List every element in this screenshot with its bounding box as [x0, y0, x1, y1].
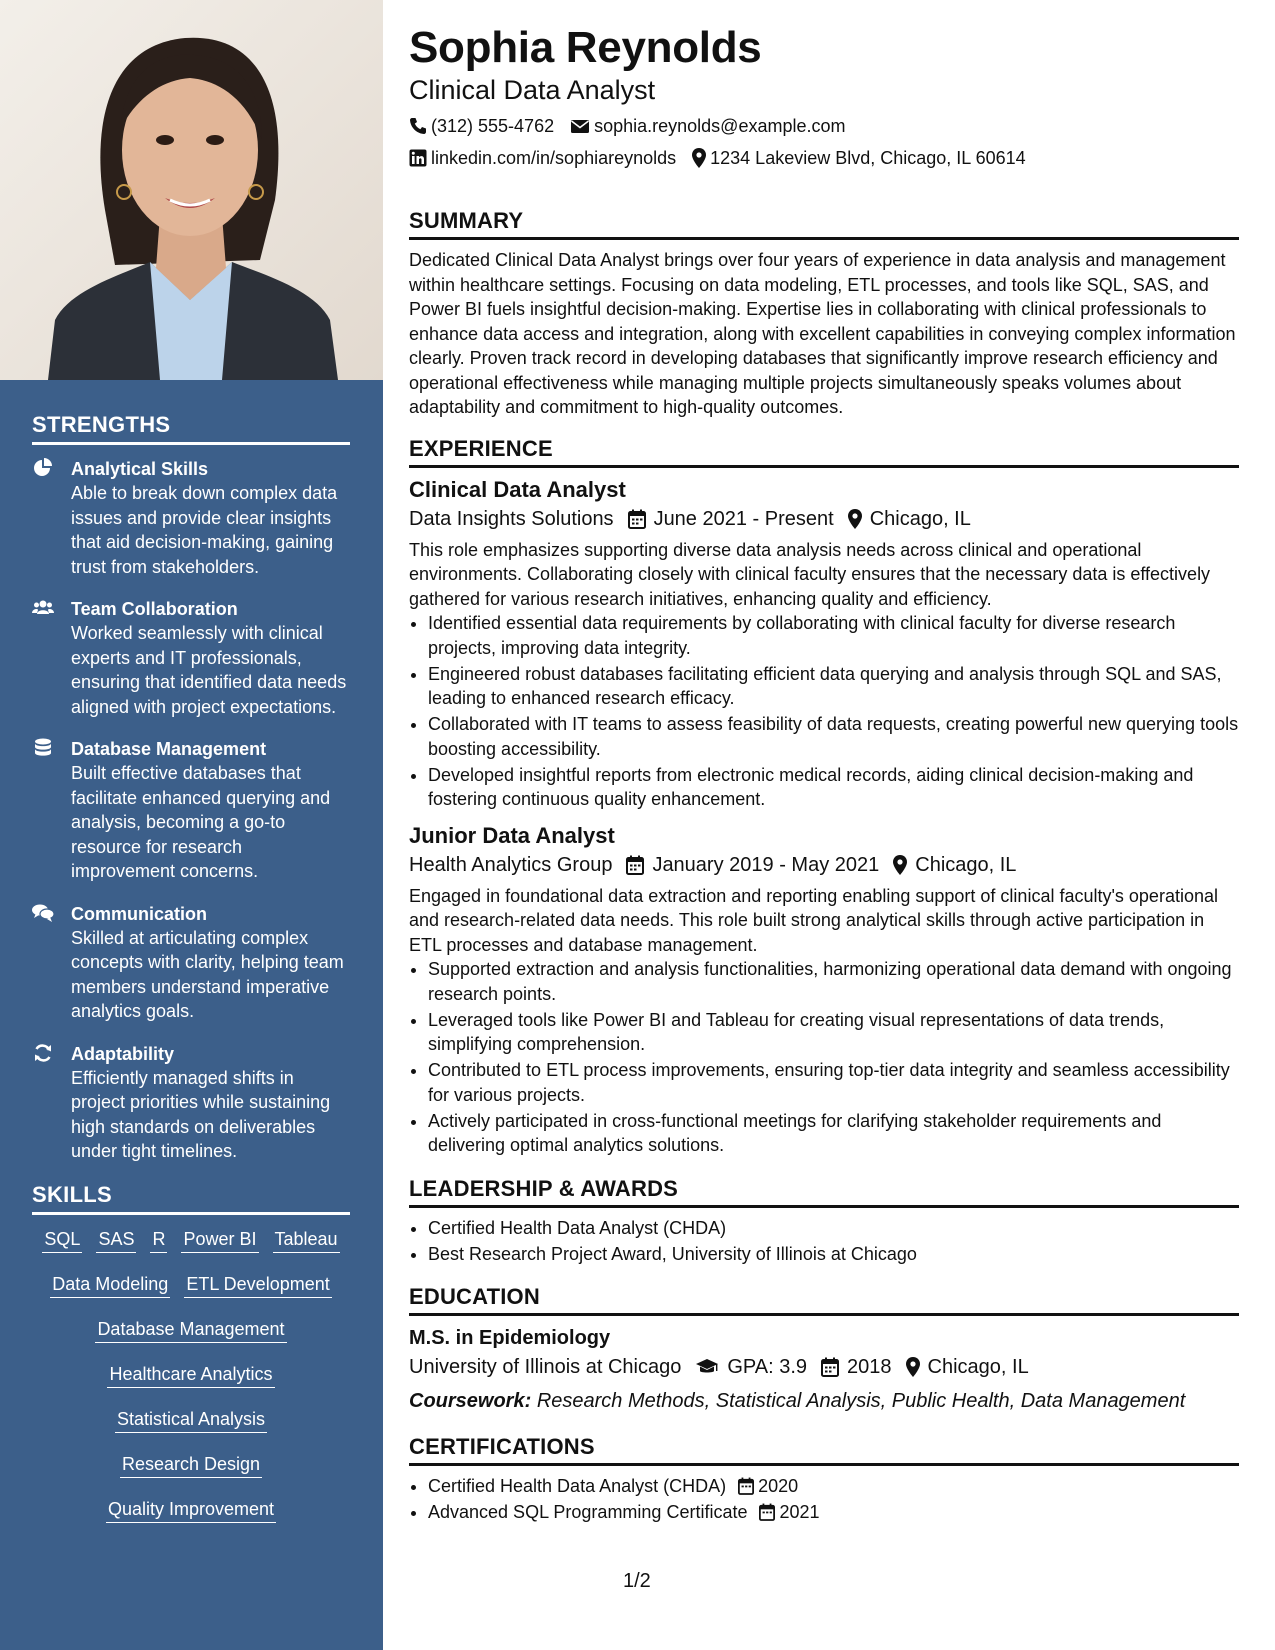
job-meta	[409, 850, 1239, 880]
skill-tag: Database Management	[95, 1317, 286, 1343]
job-bullet: • Contributed to ETL process improvements, ensuring top-tier data integrity and seamless accessibility for various projects.	[428, 1058, 1239, 1107]
strength-item	[32, 457, 350, 579]
certifications-list	[409, 1474, 1239, 1525]
skill-tag: Data Modeling	[50, 1272, 170, 1298]
certification-item	[428, 1474, 1239, 1499]
pie-chart-icon	[32, 458, 54, 478]
coursework-label: Coursework:	[409, 1390, 532, 1412]
job-desc: Engaged in foundational data extraction and reporting enabling support of clinical faculty's operational and research-related data needs. This role built strong analytical skills through active participation in ETL processes and database management.	[409, 885, 1218, 955]
school-location-text: Chicago, IL	[927, 1356, 1029, 1378]
candidate-title: Clinical Data Analyst	[409, 75, 656, 105]
linkedin-contact[interactable]	[409, 142, 676, 174]
certification-date	[759, 1500, 819, 1525]
skill-tag: Tableau	[273, 1227, 340, 1253]
email-contact[interactable]	[570, 110, 845, 142]
school-name: University of Illinois at Chicago	[409, 1356, 682, 1378]
grad-year-text: 2018	[847, 1356, 892, 1378]
skill-tag: R	[150, 1227, 167, 1253]
calendar-icon	[759, 1503, 775, 1521]
education-section	[409, 1284, 1239, 1416]
email-text[interactable]: sophia.reynolds@example.com	[594, 116, 846, 136]
strength-desc: Worked seamlessly with clinical experts and IT professionals, ensuring that identified data needs aligned with project expectations.	[71, 623, 347, 717]
certification-year: 2020	[758, 1476, 799, 1496]
job-location	[893, 850, 1016, 880]
calendar-icon	[738, 1477, 754, 1495]
job-bullet: • Collaborated with IT teams to assess feasibility of data requests, creating powerful new querying tools boosting accessibility.	[428, 712, 1239, 761]
gpa-text: GPA: 3.9	[727, 1356, 808, 1378]
certification-date	[738, 1474, 798, 1499]
calendar-icon	[628, 509, 646, 529]
summary-section	[409, 208, 1239, 420]
skill-row	[32, 1362, 350, 1390]
skill-tag: Healthcare Analytics	[107, 1362, 274, 1388]
certification-line	[428, 1474, 798, 1499]
envelope-icon	[570, 118, 590, 134]
skill-row	[32, 1227, 350, 1255]
sync-icon	[32, 1043, 54, 1063]
job-bullet: • Actively participated in cross-functional meetings for clarifying stakeholder requirements and delivering optimal analytics solutions.	[428, 1109, 1239, 1158]
skill-tag: Statistical Analysis	[115, 1407, 267, 1433]
strength-title: Database Management	[71, 739, 267, 759]
education-meta	[409, 1352, 1239, 1382]
coursework-text: Research Methods, Statistical Analysis, Public Health, Data Management	[536, 1390, 1186, 1412]
certifications-heading: CERTIFICATIONS	[409, 1434, 1239, 1466]
certification-item	[428, 1500, 1239, 1525]
certification-name: • Advanced SQL Programming Certificate	[428, 1502, 748, 1522]
job-dates	[628, 504, 834, 534]
certification-name: • Certified Health Data Analyst (CHDA)	[428, 1476, 727, 1496]
gpa	[695, 1352, 807, 1382]
leadership-item: • Best Research Project Award, University of Illinois at Chicago	[428, 1242, 1239, 1267]
graduation-cap-icon	[695, 1358, 719, 1376]
skills-heading: SKILLS	[32, 1182, 350, 1215]
job-entry	[409, 822, 1239, 1158]
strength-item	[32, 902, 350, 1024]
skill-row	[32, 1497, 350, 1525]
users-icon	[32, 598, 54, 618]
strength-title: Analytical Skills	[71, 459, 209, 479]
experience-heading: EXPERIENCE	[409, 436, 1239, 468]
job-bullets	[409, 611, 1239, 812]
job-dates-text: June 2021 - Present	[653, 507, 834, 530]
phone-icon	[409, 117, 427, 135]
strengths-heading: STRENGTHS	[32, 412, 350, 445]
profile-photo	[0, 0, 383, 380]
map-marker-icon	[692, 148, 706, 168]
skill-tag: SQL	[42, 1227, 82, 1253]
candidate-name: Sophia Reynolds	[409, 23, 762, 72]
contact-row	[409, 110, 1239, 142]
map-marker-icon	[848, 509, 862, 529]
strength-desc: Efficiently managed shifts in project priorities while sustaining high standards on deliverables under tight timelines.	[71, 1067, 331, 1161]
leadership-heading: LEADERSHIP & AWARDS	[409, 1176, 1239, 1208]
strength-desc: Able to break down complex data issues and provide clear insights that aid decision-making, gaining trust from stakeholders.	[71, 483, 338, 577]
strength-title: Team Collaboration	[71, 599, 238, 619]
strength-title: Communication	[71, 903, 208, 924]
linkedin-text[interactable]: linkedin.com/in/sophiareynolds	[431, 148, 677, 168]
skill-row	[32, 1407, 350, 1435]
degree-title: M.S. in Epidemiology	[409, 1327, 611, 1349]
skill-row	[32, 1272, 350, 1300]
experience-section	[409, 436, 1239, 1158]
address-contact	[692, 142, 1026, 174]
phone-text: (312) 555-4762	[431, 116, 555, 136]
job-desc: This role emphasizes supporting diverse data analysis needs across clinical and operational environments. Collaborating closely with clinical faculty ensures that the necessary data is effectively gathered for various research initiatives, enhancing quality and efficiency.	[409, 539, 1211, 609]
job-company: Health Analytics Group	[409, 853, 613, 876]
job-meta	[409, 504, 1239, 534]
job-dates	[626, 850, 879, 880]
strength-desc: Built effective databases that facilitate enhanced querying and analysis, becoming a go-to resource for research improvement concerns.	[71, 763, 331, 881]
grad-year	[821, 1352, 892, 1382]
database-icon	[32, 738, 54, 758]
leadership-list	[409, 1216, 1239, 1267]
skill-tag: SAS	[96, 1227, 136, 1253]
map-marker-icon	[906, 1357, 920, 1377]
job-entry	[409, 476, 1239, 812]
skill-tag: Quality Improvement	[106, 1497, 276, 1523]
job-bullet: • Identified essential data requirements by collaborating with clinical faculty for diverse research projects, improving data integrity.	[428, 611, 1239, 660]
job-bullet: • Developed insightful reports from electronic medical records, aiding clinical decision-making and fostering continuous quality enhancement.	[428, 763, 1239, 812]
summary-heading: SUMMARY	[409, 208, 1239, 240]
main-content	[409, 22, 1239, 1526]
strength-item	[32, 737, 350, 884]
job-company: Data Insights Solutions	[409, 507, 614, 530]
job-location-text: Chicago, IL	[915, 853, 1017, 876]
strength-desc: Skilled at articulating complex concepts with clarity, helping team members understand imperative analytics goals.	[71, 927, 344, 1021]
strength-item	[32, 597, 350, 719]
page-number: 1/2	[623, 1570, 651, 1592]
leadership-item: • Certified Health Data Analyst (CHDA)	[428, 1216, 1239, 1241]
coursework	[409, 1386, 1239, 1416]
school-location	[906, 1352, 1029, 1382]
job-bullets	[409, 957, 1239, 1158]
map-marker-icon	[893, 855, 907, 875]
job-location-text: Chicago, IL	[869, 507, 971, 530]
job-bullet: • Supported extraction and analysis functionalities, harmonizing operational data demand with ongoing research points.	[428, 957, 1239, 1006]
certification-year: 2021	[779, 1502, 820, 1522]
comments-icon	[32, 903, 54, 923]
skill-tag: ETL Development	[184, 1272, 331, 1298]
job-title: Junior Data Analyst	[409, 822, 615, 848]
skill-tag: Power BI	[181, 1227, 258, 1253]
contact-row	[409, 142, 1239, 174]
skill-tag: Research Design	[120, 1452, 262, 1478]
education-heading: EDUCATION	[409, 1284, 1239, 1316]
job-location	[848, 504, 971, 534]
phone-contact	[409, 110, 554, 142]
calendar-icon	[626, 855, 644, 875]
summary-text: Dedicated Clinical Data Analyst brings over four years of experience in data analysis and management within healthcare settings. Focusing on data modeling, ETL processes, and tools like SQL, SAS, and Power BI fuels insightful decision-making. Expertise lies in collaborating with clinical professionals to enhance data access and integration, along with excellent capabilities in conveying complex information clearly. Proven track record in developing databases that significantly improve research efficiency and operational effectiveness while managing multiple projects simultaneously speaks volumes about adaptability and commitment to high-quality outcomes.	[409, 250, 1236, 417]
sidebar	[0, 0, 383, 1650]
skill-row	[32, 1317, 350, 1345]
job-bullet: • Engineered robust databases facilitating efficient data querying and analysis through SQL and SAS, leading to enhanced research efficacy.	[428, 662, 1239, 711]
strength-title: Adaptability	[71, 1043, 175, 1064]
calendar-icon	[821, 1357, 839, 1377]
job-dates-text: January 2019 - May 2021	[652, 853, 880, 876]
job-title: Clinical Data Analyst	[409, 476, 626, 502]
linkedin-icon	[409, 149, 427, 167]
certifications-section	[409, 1434, 1239, 1525]
job-bullet: • Leveraged tools like Power BI and Tableau for creating visual representations of data trends, simplifying comprehension.	[428, 1008, 1239, 1057]
leadership-section	[409, 1176, 1239, 1267]
certification-line	[428, 1500, 820, 1525]
address-text: 1234 Lakeview Blvd, Chicago, IL 60614	[710, 148, 1026, 168]
strength-item	[32, 1042, 350, 1164]
skill-row	[32, 1452, 350, 1480]
